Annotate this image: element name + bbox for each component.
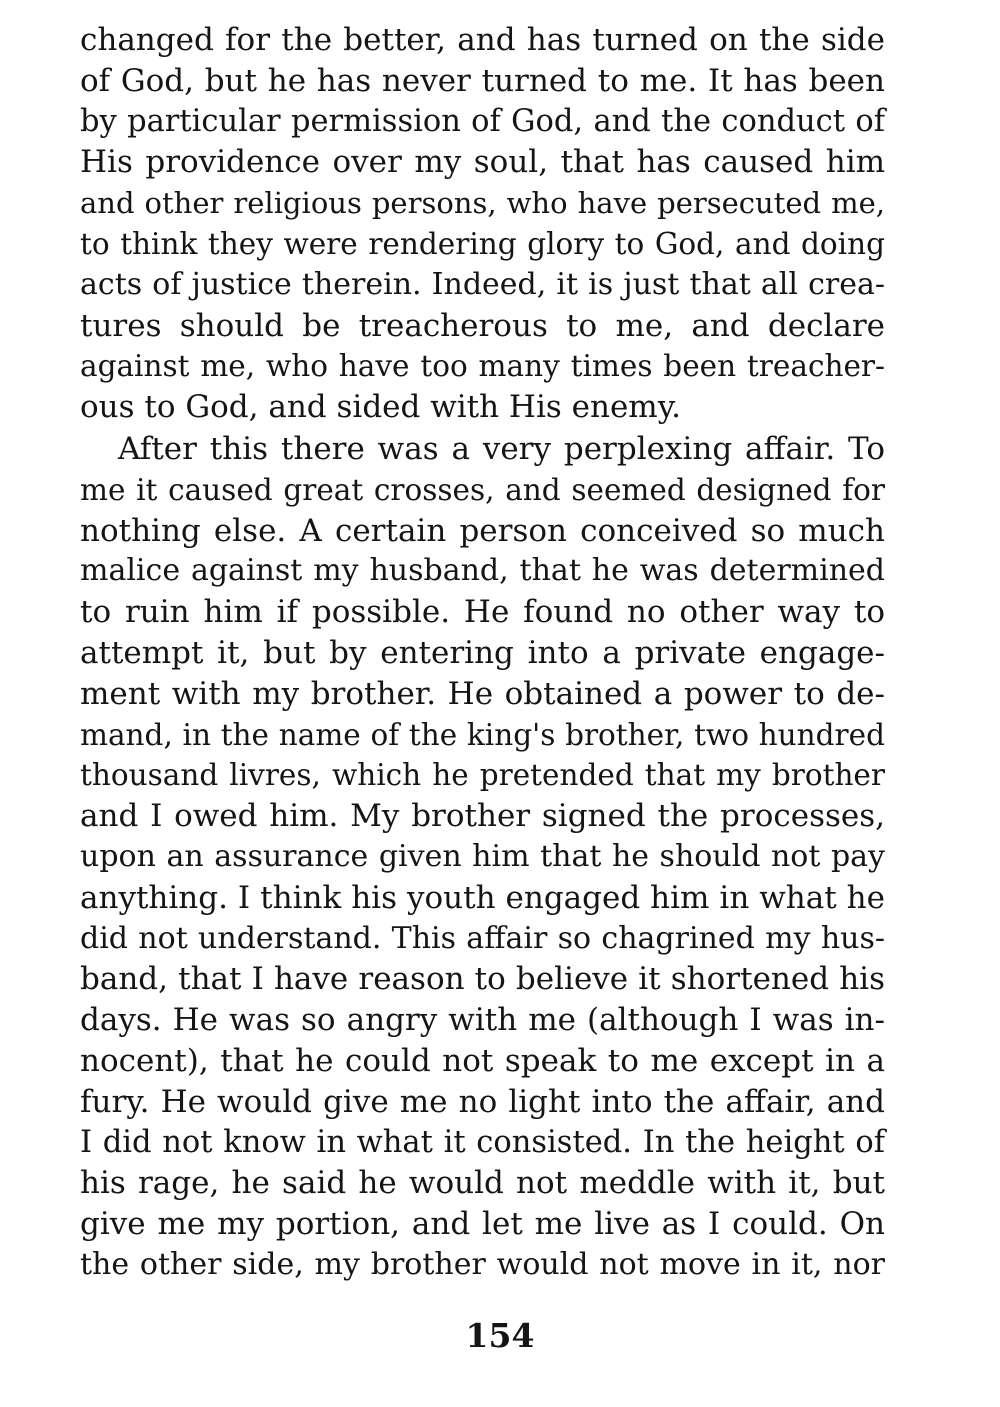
- text-line: His providence over my soul, that has caused him: [80, 144, 885, 181]
- text-line: attempt it, but by entering into a private engage-: [80, 634, 885, 671]
- text-line: After this there was a very perplexing affair. To: [118, 430, 885, 467]
- text-line: me it caused great crosses, and seemed designed for: [80, 472, 885, 507]
- text-line: the other side, my brother would not move in it, nor: [80, 1246, 885, 1282]
- text-line: thousand livres, which he pretended that my brother: [80, 758, 885, 793]
- text-line: mand, in the name of the king's brother, two hundred: [80, 717, 885, 752]
- text-line: band, that I have reason to believe it shortened his: [80, 961, 885, 998]
- page-number: 154: [465, 1316, 535, 1355]
- paragraph-2: [80, 429, 885, 1286]
- body-text: [80, 20, 885, 1286]
- text-line: fury. He would give me no light into the affair, and: [80, 1083, 885, 1120]
- text-line: did not understand. This affair so chagrined my hus-: [80, 920, 885, 956]
- text-line: against me, who have too many times been treacher-: [80, 349, 885, 384]
- text-line: acts of justice therein. Indeed, it is just that all crea-: [80, 266, 885, 302]
- text-line: to ruin him if possible. He found no other way to: [80, 594, 885, 631]
- text-line: days. He was so angry with me (although I was in-: [80, 1002, 885, 1039]
- text-line: ous to God, and sided with His enemy.: [80, 389, 681, 426]
- text-line: of God, but he has never turned to me. It has been: [80, 62, 885, 99]
- text-line: and other religious persons, who have persecuted me,: [80, 186, 885, 221]
- text-line: anything. I think his youth engaged him in what he: [80, 879, 885, 916]
- text-line: upon an assurance given him that he should not pay: [80, 838, 885, 874]
- text-line: changed for the better, and has turned on the side: [80, 22, 885, 58]
- text-line: his rage, he said he would not meddle with it, but: [80, 1165, 885, 1202]
- text-line: by particular permission of God, and the conduct of: [80, 103, 885, 139]
- text-line: to think they were rendering glory to God, and doing: [80, 226, 885, 261]
- text-line: nocent), that he could not speak to me except in a: [80, 1042, 885, 1079]
- text-line: and I owed him. My brother signed the processes,: [80, 798, 885, 835]
- text-line: give me my portion, and let me live as I could. On: [80, 1206, 885, 1243]
- text-line: nothing else. A certain person conceived so much: [80, 512, 885, 549]
- text-line: malice against my husband, that he was determined: [80, 553, 885, 589]
- text-line: ment with my brother. He obtained a power to de-: [80, 675, 885, 712]
- paragraph-1: [80, 20, 885, 428]
- text-line: I did not know in what it consisted. In the height of: [80, 1124, 885, 1160]
- text-line: tures should be treacherous to me, and declare: [80, 307, 885, 344]
